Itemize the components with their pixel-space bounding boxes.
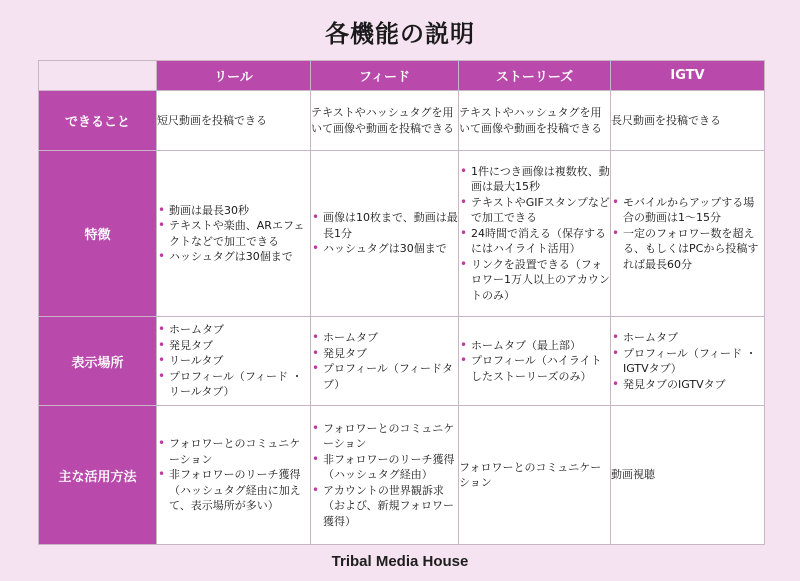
- list-item: • 発見タブ: [311, 346, 458, 362]
- cell-igtv: [611, 317, 765, 406]
- list-item: • リールタブ: [157, 353, 310, 369]
- list-item: • 動画は最長30秒: [157, 203, 310, 219]
- list-item: • プロフィール（フィード ・ リールタブ）: [157, 369, 310, 400]
- cell-igtv: [611, 91, 765, 151]
- list-item: • プロフィール（フィードタブ）: [311, 361, 458, 392]
- list-item: • 発見タブのIGTVタブ: [611, 377, 764, 393]
- cell-feed: [311, 317, 459, 406]
- bullet-list: [157, 436, 310, 514]
- bullet-list: [611, 330, 764, 392]
- row-features: [39, 151, 765, 317]
- list-item: • 1件につき画像は複数枚、動画は最大15秒: [459, 164, 610, 195]
- cell-reels: [157, 151, 311, 317]
- bullet-list: [311, 330, 458, 392]
- cell-reels: [157, 406, 311, 545]
- list-item: • ハッシュタグは30個まで: [157, 249, 310, 265]
- list-item: • 非フォロワーのリーチ獲得（ハッシュタグ経由）: [311, 452, 458, 483]
- column-header-reels: リール: [157, 61, 311, 91]
- cell-text: テキストやハッシュタグを用いて画像や動画を投稿できる: [311, 106, 454, 135]
- cell-text: 動画視聴: [611, 468, 655, 482]
- bullet-list: [157, 203, 310, 265]
- list-item: • 発見タブ: [157, 338, 310, 354]
- brand-footer: Tribal Media House: [331, 553, 469, 570]
- list-item: • ホームタブ: [157, 322, 310, 338]
- list-item: • モバイルからアップする場合の動画は1〜15分: [611, 195, 764, 226]
- list-item: • 24時間で消える（保存するにはハイライト活用）: [459, 226, 610, 257]
- list-item: • アカウントの世界観訴求（および、新規フォロワー獲得）: [311, 483, 458, 530]
- row-display-locations: [39, 317, 765, 406]
- cell-feed: [311, 91, 459, 151]
- list-item: • 非フォロワーのリーチ獲得（ハッシュタグ経由に加えて、表示場所が多い）: [157, 467, 310, 514]
- cell-stories: [459, 91, 611, 151]
- row-header: 特徴: [39, 151, 157, 317]
- cell-reels: [157, 317, 311, 406]
- corner-cell: [39, 61, 157, 91]
- bullet-list: [311, 421, 458, 530]
- cell-stories: [459, 406, 611, 545]
- cell-igtv: [611, 406, 765, 545]
- list-item: • 一定のフォロワー数を超える、もしくはPCから投稿すれば最長60分: [611, 226, 764, 273]
- list-item: • テキストや楽曲、ARエフェクトなどで加工できる: [157, 218, 310, 249]
- list-item: • ホームタブ: [311, 330, 458, 346]
- cell-text: 短尺動画を投稿できる: [157, 113, 267, 127]
- bullet-list: [311, 210, 458, 257]
- cell-text: 長尺動画を投稿できる: [611, 113, 721, 127]
- list-item: • プロフィール（フィード ・ IGTVタブ）: [611, 346, 764, 377]
- list-item: • ホームタブ（最上部）: [459, 338, 610, 354]
- cell-feed: [311, 406, 459, 545]
- list-item: • テキストやGIFスタンプなどで加工できる: [459, 195, 610, 226]
- bullet-list: [459, 338, 610, 385]
- cell-stories: [459, 151, 611, 317]
- comparison-table: [38, 60, 765, 545]
- row-main-uses: [39, 406, 765, 545]
- row-header: 表示場所: [39, 317, 157, 406]
- list-item: • プロフィール（ハイライトしたストーリーズのみ）: [459, 353, 610, 384]
- cell-text: テキストやハッシュタグを用いて画像や動画を投稿できる: [459, 106, 602, 135]
- cell-text: フォロワーとのコミュニケーション: [459, 460, 602, 489]
- list-item: • フォロワーとのコミュニケーション: [311, 421, 458, 452]
- row-capabilities: [39, 91, 765, 151]
- bullet-list: [611, 195, 764, 273]
- column-header-feed: フィード: [311, 61, 459, 91]
- list-item: • フォロワーとのコミュニケーション: [157, 436, 310, 467]
- list-item: • 画像は10枚まで、動画は最長1分: [311, 210, 458, 241]
- row-header: 主な活用方法: [39, 406, 157, 545]
- column-header-stories: ストーリーズ: [459, 61, 611, 91]
- list-item: • ハッシュタグは30個まで: [311, 241, 458, 257]
- bullet-list: [157, 322, 310, 400]
- cell-igtv: [611, 151, 765, 317]
- column-header-igtv: IGTV: [611, 61, 765, 91]
- cell-reels: [157, 91, 311, 151]
- cell-stories: [459, 317, 611, 406]
- table-body: [39, 91, 765, 545]
- list-item: • リンクを設置できる（フォロワー1万人以上のアカウントのみ）: [459, 257, 610, 304]
- cell-feed: [311, 151, 459, 317]
- row-header: できること: [39, 91, 157, 151]
- header-row: [39, 61, 765, 91]
- list-item: • ホームタブ: [611, 330, 764, 346]
- page-title: 各機能の説明: [325, 20, 475, 48]
- bullet-list: [459, 164, 610, 304]
